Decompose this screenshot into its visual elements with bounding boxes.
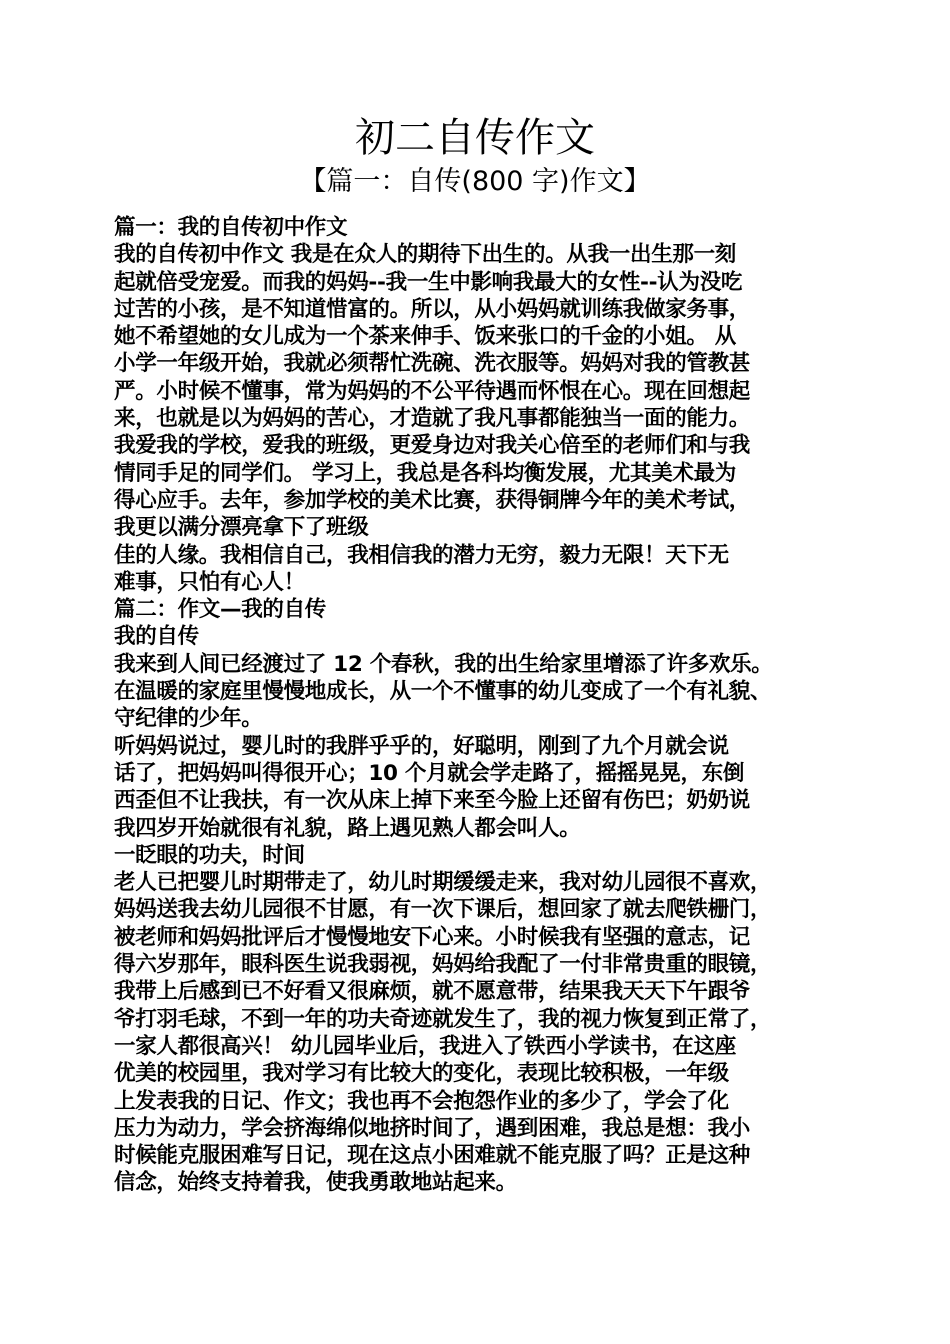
text-line: 妈妈送我去幼儿园很不甘愿，有一次下课后，想回家了就去爬铁栅门， xyxy=(114,897,772,923)
document-title: 初二自传作文 xyxy=(355,115,595,161)
text-line: 我的自传初中作文 我是在众人的期待下出生的。从我一出生那一刻 xyxy=(114,242,736,268)
text-line: 得心应手。去年，参加学校的美术比赛，获得铜牌今年的美术考试， xyxy=(114,487,751,513)
text-line: 我更以满分漂亮拿下了班级 xyxy=(114,515,369,541)
text-line: 严。小时候不懂事，常为妈妈的不公平待遇而怀恨在心。现在回想起 xyxy=(114,378,751,404)
text-line: 我四岁开始就很有礼貌，路上遇见熟人都会叫人。 xyxy=(114,815,581,841)
text-line: 守纪律的少年。 xyxy=(114,706,263,732)
text-line: 压力为动力，学会挤海绵似地挤时间了，遇到困难，我总是想：我小 xyxy=(114,1115,751,1141)
text-line: 一家人都很高兴！ 幼儿园毕业后，我进入了铁西小学读书，在这座 xyxy=(114,1033,736,1059)
text-line: 时候能克服困难写日记，现在这点小困难就不能克服了吗？正是这种 xyxy=(114,1143,751,1169)
text-line: 我来到人间已经渡过了 12 个春秋，我的出生给家里增添了许多欢乐。 xyxy=(114,651,773,677)
text-line: 在温暖的家庭里慢慢地成长，从一个不懂事的幼儿变成了一个有礼貌、 xyxy=(114,679,772,705)
text-line: 小学一年级开始，我就必须帮忙洗碗、洗衣服等。妈妈对我的管教甚 xyxy=(114,351,751,377)
text-line: 被老师和妈妈批评后才慢慢地安下心来。小时候我有坚强的意志，记 xyxy=(114,924,751,950)
text-line: 话了，把妈妈叫得很开心；10 个月就会学走路了，摇摇晃晃，东倒 xyxy=(114,760,745,786)
text-line: 西歪但不让我扶，有一次从床上掉下来至今脸上还留有伤巴；奶奶说 xyxy=(114,788,751,814)
text-line: 篇二：作文—我的自传 xyxy=(114,597,327,623)
text-line: 过苦的小孩，是不知道惜富的。所以，从小妈妈就训练我做家务事， xyxy=(114,296,751,322)
text-line: 一眨眼的功夫，时间 xyxy=(114,842,305,868)
text-line: 情同手足的同学们。 学习上，我总是各科均衡发展，尤其美术最为 xyxy=(114,460,736,486)
text-line: 起就倍受宠爱。而我的妈妈--我一生中影响我最大的女性--认为没吃 xyxy=(114,269,743,295)
text-line: 优美的校园里，我对学习有比较大的变化，表现比较积极，一年级 xyxy=(114,1061,729,1087)
text-line: 我的自传 xyxy=(114,624,199,650)
document-body xyxy=(114,214,854,1197)
text-line: 佳的人缘。我相信自己，我相信我的潜力无穷，毅力无限！天下无 xyxy=(114,542,729,568)
text-line: 上发表我的日记、作文；我也再不会抱怨作业的多少了，学会了化 xyxy=(114,1088,729,1114)
text-line: 听妈妈说过，婴儿时的我胖乎乎的，好聪明，刚到了九个月就会说 xyxy=(114,733,729,759)
text-line: 她不希望她的女儿成为一个茶来伸手、饭来张口的千金的小姐。 从 xyxy=(114,324,736,350)
text-line: 信念，始终支持着我，使我勇敢地站起来。 xyxy=(114,1170,517,1196)
text-line: 难事，只怕有心人！ xyxy=(114,569,305,595)
text-line: 篇一：我的自传初中作文 xyxy=(114,215,348,240)
text-line: 得六岁那年，眼科医生说我弱视，妈妈给我配了一付非常贵重的眼镜， xyxy=(114,952,772,978)
document-subtitle: 【篇一：自传(800 字)作文】 xyxy=(299,166,651,197)
text-line: 来，也就是以为妈妈的苦心，才造就了我凡事都能独当一面的能力。 xyxy=(114,406,751,432)
text-line: 老人已把婴儿时期带走了，幼儿时期缓缓走来，我对幼儿园很不喜欢， xyxy=(114,870,772,896)
text-line: 我爱我的学校，爱我的班级，更爱身边对我关心倍至的老师们和与我 xyxy=(114,433,751,459)
text-line: 我带上后感到已不好看又很麻烦，就不愿意带，结果我天天下午跟爷 xyxy=(114,979,751,1005)
text-line: 爷打羽毛球，不到一年的功夫奇迹就发生了，我的视力恢复到正常了， xyxy=(114,1006,772,1032)
